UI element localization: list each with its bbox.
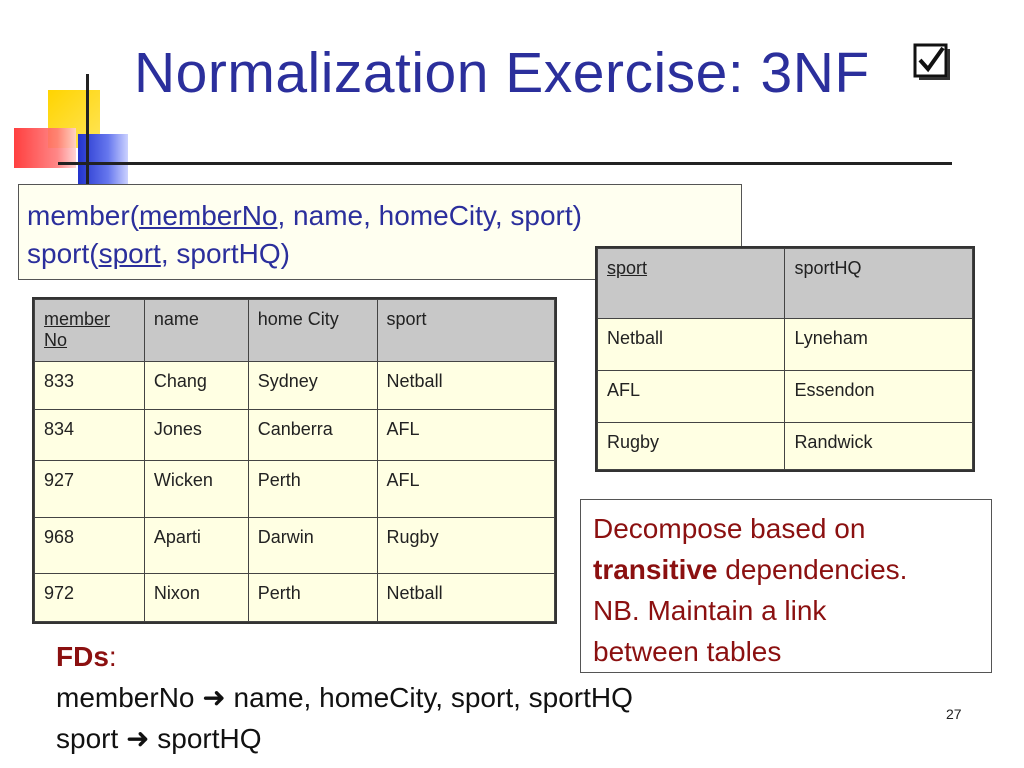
table-row [35, 410, 555, 461]
table-cell: Rugby [377, 518, 554, 574]
fds-colon: : [108, 641, 117, 672]
member-relation-name: member( [27, 200, 140, 231]
note-line-2 [593, 549, 981, 590]
note-line-3: NB. Maintain a link [593, 595, 827, 626]
header-cell: name [144, 300, 248, 362]
header-cell: home City [248, 300, 377, 362]
decompose-note [580, 499, 992, 673]
table-cell: Netball [377, 574, 554, 622]
fd-1 [56, 677, 633, 718]
sport-table [597, 248, 973, 470]
checkbox-checked-icon [912, 42, 952, 82]
table-cell: Netball [598, 319, 785, 371]
table-cell: 834 [35, 410, 145, 461]
right-arrow-icon: ➜ [126, 723, 150, 754]
sport-attributes: , sportHQ) [160, 238, 290, 269]
table-cell: Canberra [248, 410, 377, 461]
fds-label: FDs [56, 641, 109, 672]
table-header-row [35, 300, 555, 362]
title-underline [58, 162, 952, 165]
fd1-determinant: memberNo [56, 682, 195, 713]
header-cell: sportHQ [785, 249, 973, 319]
logo-vertical-line [86, 74, 89, 186]
table-cell: Randwick [785, 423, 973, 470]
functional-dependencies [56, 636, 633, 759]
fd2-determinant: sport [56, 723, 119, 754]
member-table [34, 299, 555, 622]
table-cell: Wicken [144, 461, 248, 518]
page-number: 27 [946, 706, 962, 722]
table-row [35, 461, 555, 518]
table-cell: Nixon [144, 574, 248, 622]
table-cell: 968 [35, 518, 145, 574]
header-cell: sport [598, 249, 785, 319]
member-schema [27, 197, 741, 235]
slide-title: Normalization Exercise: 3NF [134, 41, 870, 105]
note-line-1: Decompose based on [593, 513, 866, 544]
table-cell: Darwin [248, 518, 377, 574]
table-cell: Perth [248, 461, 377, 518]
fd1-dependents: name, homeCity, sport, sportHQ [233, 682, 633, 713]
fd2-dependents: sportHQ [157, 723, 262, 754]
sport-primary-key: sport [98, 238, 161, 269]
right-arrow-icon: ➜ [202, 682, 226, 713]
table-cell: Perth [248, 574, 377, 622]
table-cell: Sydney [248, 362, 377, 410]
table-header-row [598, 249, 973, 319]
member-primary-key: memberNo [139, 200, 278, 231]
table-row [598, 371, 973, 423]
fds-heading [56, 636, 633, 677]
table-cell: AFL [598, 371, 785, 423]
member-attributes: , name, homeCity, sport) [277, 200, 582, 231]
table-cell: Netball [377, 362, 554, 410]
sport-relation-name: sport( [27, 238, 99, 269]
table-cell: Essendon [785, 371, 973, 423]
table-row [35, 518, 555, 574]
table-cell: Chang [144, 362, 248, 410]
header-cell: member No [35, 300, 145, 362]
fd-2 [56, 718, 633, 759]
note-line-4: between tables [593, 636, 782, 667]
table-cell: Lyneham [785, 319, 973, 371]
table-cell: Jones [144, 410, 248, 461]
note-bold-word: transitive [593, 554, 718, 585]
table-cell: 972 [35, 574, 145, 622]
table-cell: AFL [377, 461, 554, 518]
table-row [598, 319, 973, 371]
table-cell: Aparti [144, 518, 248, 574]
table-row [35, 362, 555, 410]
table-cell: Rugby [598, 423, 785, 470]
table-row [598, 423, 973, 470]
header-cell: sport [377, 300, 554, 362]
table-cell: 927 [35, 461, 145, 518]
table-row [35, 574, 555, 622]
note-line-2-rest: dependencies. [717, 554, 908, 585]
table-cell: AFL [377, 410, 554, 461]
table-cell: 833 [35, 362, 145, 410]
